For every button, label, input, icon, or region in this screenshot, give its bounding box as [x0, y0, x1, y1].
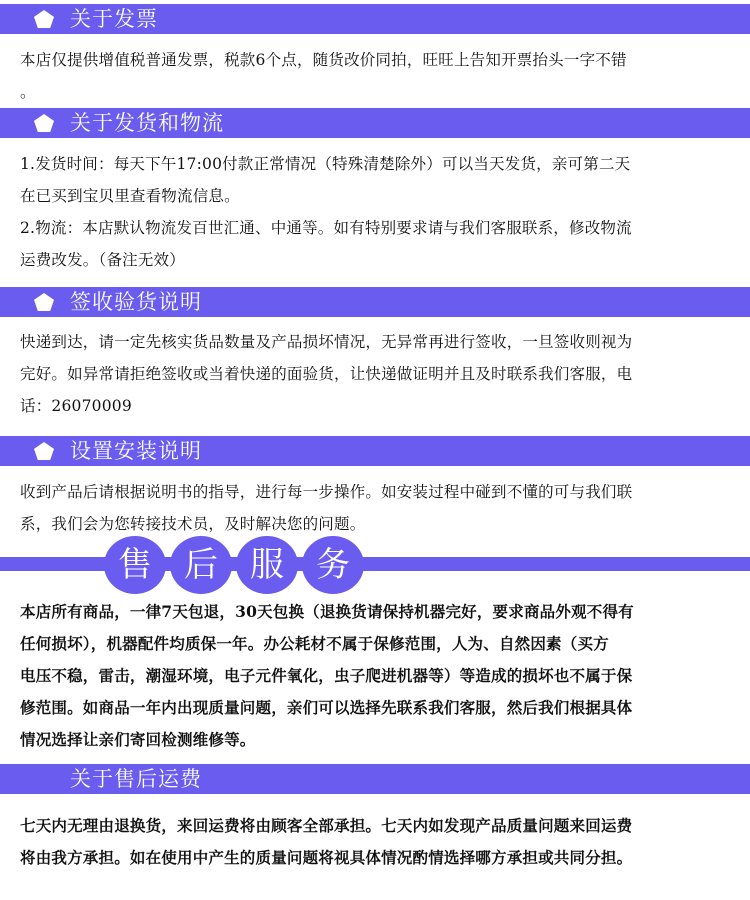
- section-header-shipping-fee: [0, 764, 750, 794]
- text-line: 快递到达，请一定先核实货品数量及产品损坏情况，无异常再进行签收，一旦签收则视为: [20, 333, 633, 351]
- text-line: 七天内无理由退换货，来回运费将由顾客全部承担。七天内如发现产品质量问题来回运费: [20, 816, 633, 835]
- after-sales-char: 售: [104, 536, 166, 594]
- section-title: 设置安装说明: [70, 439, 202, 463]
- text-line: 。: [20, 83, 36, 101]
- text-line: 2.物流：本店默认物流发百世汇通、中通等。如有特别要求请与我们客服联系，修改物流: [20, 219, 632, 237]
- text-line: 本店仅提供增值税普通发票，税款6个点，随货改价同拍，旺旺上告知开票抬头一字不错: [20, 51, 627, 69]
- section-body-installation: [20, 476, 732, 540]
- text-line: 1.发货时间：每天下午17:00付款正常情况（特殊清楚除外）可以当天发货，亲可第二天: [20, 155, 631, 173]
- section-body-shipping-fee: [20, 810, 732, 874]
- pentagon-icon: [34, 10, 54, 28]
- text-line: 修范围。如商品一年内出现质量问题，亲们可以选择先联系我们客服，然后我们根据具体: [20, 698, 633, 717]
- text-line: 电压不稳，雷击，潮湿环境，电子元件氧化，虫子爬进机器等）等造成的损坏也不属于保: [20, 666, 633, 685]
- pentagon-icon: [34, 293, 54, 311]
- text-line: 情况选择让亲们寄回检测维修等。: [20, 730, 256, 749]
- text-line: 任何损坏），机器配件均质保一年。办公耗材不属于保修范围，人为、自然因素（买方: [20, 634, 609, 653]
- section-body-shipping: [20, 148, 732, 276]
- pentagon-icon: [34, 442, 54, 460]
- section-header-inspection: [0, 287, 750, 317]
- text-line: 运费改发。（备注无效）: [20, 251, 185, 269]
- text-line: 在已买到宝贝里查看物流信息。: [20, 187, 240, 205]
- section-title: 关于售后运费: [70, 767, 202, 791]
- pentagon-icon: [34, 114, 54, 132]
- after-sales-char: 务: [302, 536, 364, 594]
- text-line: 系，我们会为您转接技术员，及时解决您的问题。: [20, 515, 366, 533]
- text-line: 完好。如异常请拒绝签收或当着快递的面验货，让快递做证明并且及时联系我们客服，电: [20, 365, 633, 383]
- section-header-installation: [0, 436, 750, 466]
- section-header-invoice: [0, 4, 750, 34]
- section-header-shipping: [0, 108, 750, 138]
- section-title: 关于发票: [70, 7, 158, 31]
- text-line: 收到产品后请根据说明书的指导，进行每一步操作。如安装过程中碰到不懂的可与我们联: [20, 483, 633, 501]
- after-sales-char: 服: [236, 536, 298, 594]
- after-sales-body: [20, 596, 732, 756]
- after-sales-char: 后: [170, 536, 232, 594]
- section-body-invoice: [20, 44, 732, 108]
- text-line: 话：26070009: [20, 397, 132, 415]
- section-title: 签收验货说明: [70, 290, 202, 314]
- text-line: 本店所有商品，一律7天包退，30天包换（退换货请保持机器完好，要求商品外观不得有: [20, 602, 634, 621]
- text-line: 将由我方承担。如在使用中产生的质量问题将视具体情况酌情选择哪方承担或共同分担。: [20, 848, 633, 867]
- section-body-inspection: [20, 326, 732, 422]
- section-title: 关于发货和物流: [70, 111, 224, 135]
